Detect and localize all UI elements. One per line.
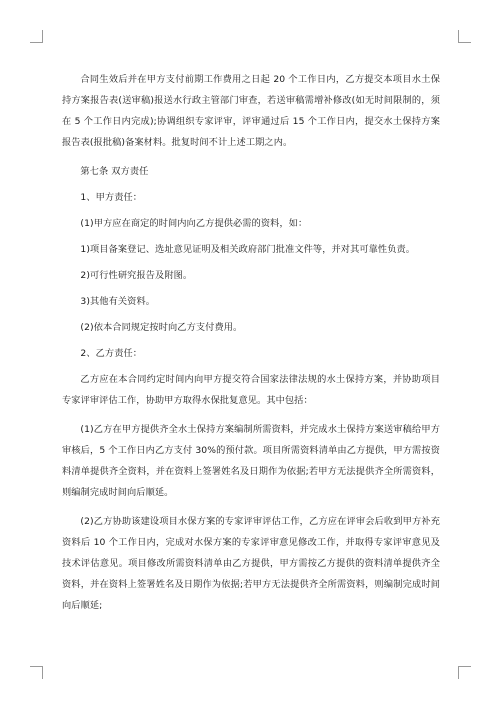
section-heading-article-7: 第七条 双方责任: [80, 166, 149, 177]
crop-mark-top-right: [458, 30, 471, 43]
paragraph-party-b-intro: 乙方应在本合同约定时间内向甲方提交符合国家法律法规的水土保持方案，并协助项目专家评审评估工作，协助甲方取得水保批复意见。其中包括：: [62, 374, 440, 406]
paragraph-party-a-2: (2)依本合同规定按时向乙方支付费用。: [80, 322, 243, 333]
crop-mark-bottom-left: [30, 666, 43, 679]
document-body: [62, 69, 440, 616]
crop-mark-bottom-right: [458, 666, 471, 679]
paragraph-party-a-1: (1)甲方应在商定的时间内向乙方提供必需的资料，如：: [80, 218, 308, 229]
paragraph-party-a-1-2: 2)可行性研究报告及附图。: [80, 270, 193, 281]
paragraph-party-a-1-3: 3)其他有关资料。: [80, 296, 156, 307]
subheading-party-a: 1、甲方责任：: [80, 192, 143, 203]
paragraph-party-b-1: (1)乙方在甲方提供齐全水土保持方案编制所需资料，并完成水土保持方案送审稿给甲方审核后，5 个工作日内乙方支付 30%的预付款。项目所需资料清单由乙方提供，甲方需按资料清单提供齐全资料，并在资料上签署姓名及日期作为依据;若甲方无法提供齐全所需资料，则编制完成时间向后顺延。: [62, 424, 440, 498]
paragraph-party-a-1-1: 1)项目备案登记、选址意见证明及相关政府部门批准文件等，并对其可靠性负责。: [80, 244, 416, 255]
crop-mark-top-left: [30, 30, 43, 43]
paragraph-schedule: 合同生效后并在甲方支付前期工作费用之日起 20 个工作日内，乙方提交本项目水土保持方案报告表(送审稿)报送水行政主管部门审查，若送审稿需增补修改(如无时间限制的，须在 5 个工作日内完成);协调组织专家评审，评审通过后 15 个工作日内，提交水土保持方案报告表(报批稿)备案材料。批复时间不计上述工期之内。: [62, 74, 440, 148]
paragraph-party-b-2: (2)乙方协助该建设项目水保方案的专家评审评估工作，乙方应在评审会后收到甲方补充资料后 10 个工作日内，完成对水保方案的专家评审意见修改工作，并取得专家评审意见及技术评估意见。项目修改所需资料清单由乙方提供，甲方需按乙方提供的资料清单提供齐全资料，并在资料上签署姓名及日期作为依据;若甲方无法提供齐全所需资料，则编制完成时间向后顺延;: [62, 516, 440, 611]
subheading-party-b: 2、乙方责任：: [80, 348, 143, 359]
